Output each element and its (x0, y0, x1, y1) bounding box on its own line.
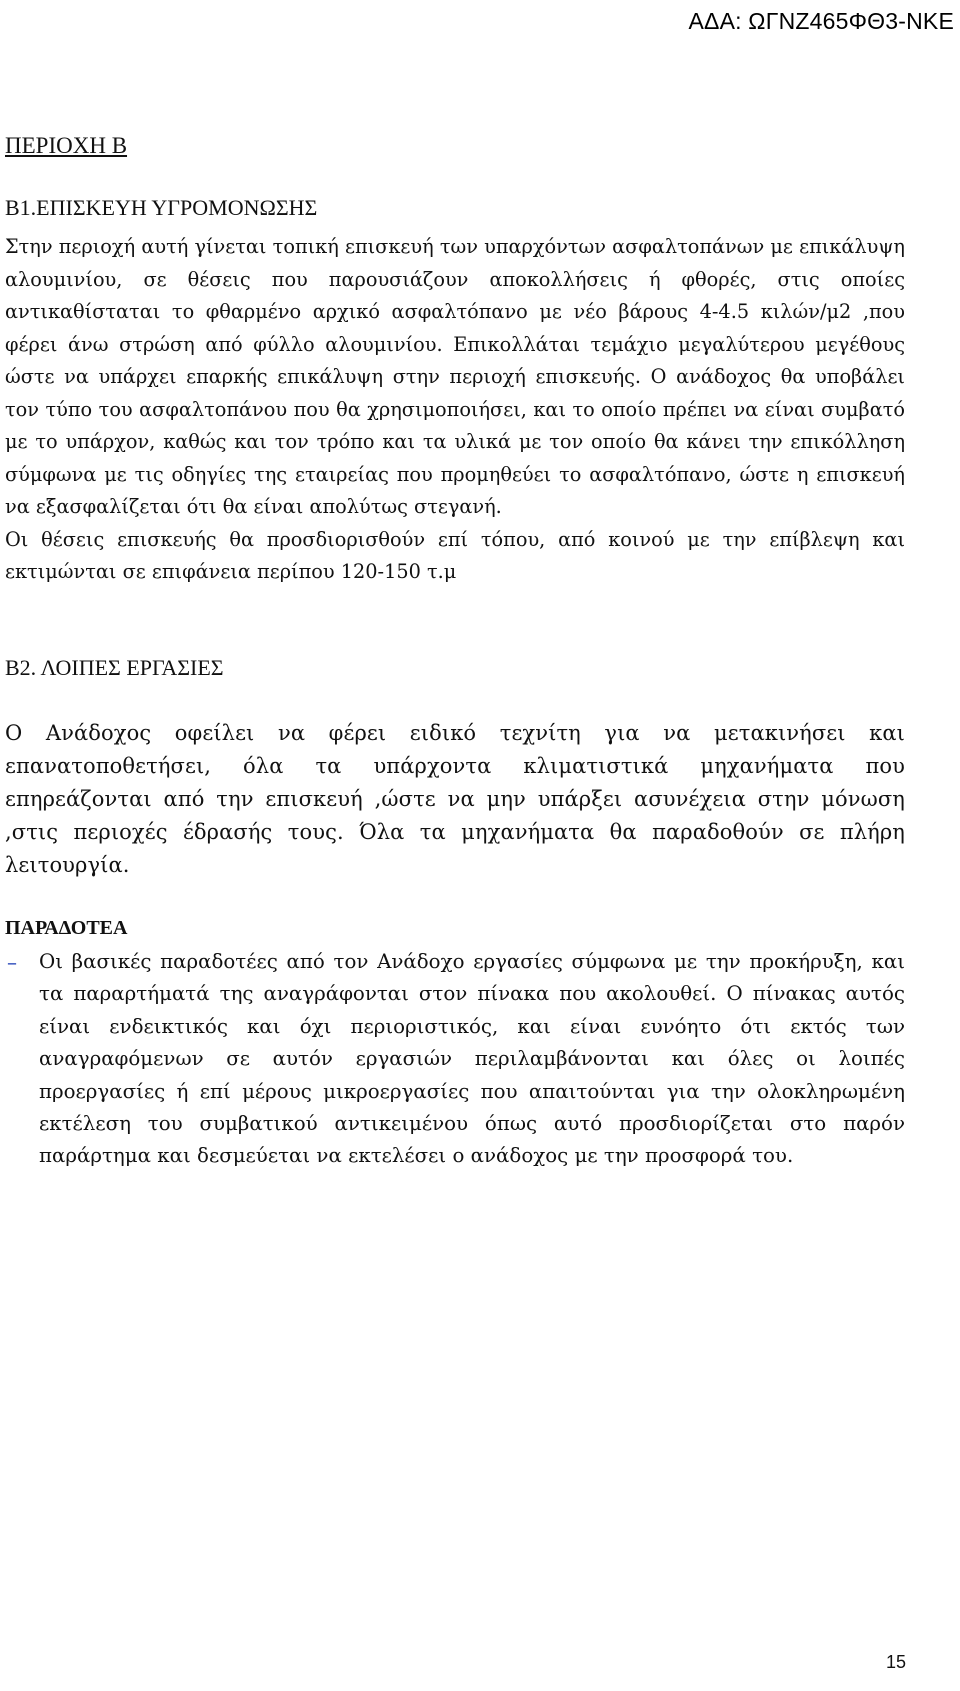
ada-identifier: ΑΔΑ: ΩΓΝΖ465ΦΘ3-ΝΚΕ (688, 8, 954, 34)
deliverables-text: Οι βασικές παραδοτέες από τον Ανάδοχο εργασίες σύμφωνα με την προκήρυξη, και τα παραρτήματά της αναγράφονται στον πίνακα που ακολουθεί. Ο πίνακας αυτός είναι ενδεικτικός και όχι περιοριστικός, και είναι ευνόητο ότι εκτός των αναγραφόμενων σε αυτόν εργασιών περιλαμβάνονται και όλες οι λοιπές προεργασίες ή επί μέρους μικροεργασίες που απαιτούνται για την ολοκληρωμένη εκτέλεση του συμβατικού αντικειμένου όπως αυτό προσδιορίζεται στο παρόν παράρτημα και δεσμεύεται να εκτελέσει ο ανάδοχος με την προσφορά του. (39, 950, 905, 1168)
section-title: ΠΕΡΙΟΧΗ Β (5, 133, 128, 158)
b1-text-block (5, 231, 905, 589)
b1-heading: Β1.ΕΠΙΣΚΕΥΗ ΥΓΡΟΜΟΝΩΣΗΣ (5, 195, 318, 220)
dash-bullet-icon: – (7, 950, 17, 974)
b1-paragraph-2: Οι θέσεις επισκευής θα προσδιορισθούν επί τόπου, από κοινού με την επίβλεψη και εκτιμώνται σε επιφάνεια περίπου 120-150 τ.μ (5, 527, 905, 583)
b2-heading: Β2. ΛΟΙΠΕΣ ΕΡΓΑΣΙΕΣ (5, 655, 224, 680)
page-number: 15 (885, 1652, 906, 1672)
b2-paragraph: Ο Ανάδοχος οφείλει να φέρει ειδικό τεχνίτη για να μετακινήσει και επανατοποθετήσει, όλα τα υπάρχοντα κλιματιστικά μηχανήματα που επηρεάζονται από την επισκευή ,ώστε να μην υπάρξει ασυνέχεια στην μόνωση ,στις περιοχές έδρασής τους. Όλα τα μηχανήματα θα παραδοθούν σε πλήρη λειτουργία. (5, 721, 905, 877)
deliverables-heading: ΠΑΡΑΔΟΤΕΑ (5, 917, 128, 939)
deliverables-list-item (5, 946, 905, 1173)
b1-paragraph-1: Στην περιοχή αυτή γίνεται τοπική επισκευή των υπαρχόντων ασφαλτοπάνων με επικάλυψη αλουμινίου, σε θέσεις που παρουσιάζουν αποκολλήσεις ή φθορές, στις οποίες αντικαθίσταται το φθαρμένο αρχικό ασφαλτόπανο με νέο βάρους 4-4.5 κιλών/μ2 ,που φέρει άνω στρώση από φύλλο αλουμινίου. Επικολλάται τεμάχιο μεγαλύτερου μεγέθους ώστε να υπάρχει επαρκής επικάλυψη στην περιοχή επισκευής. Ο ανάδοχος θα υποβάλει τον τύπο του ασφαλτοπάνου που θα χρησιμοποιήσει, και το οποίο πρέπει να είναι συμβατό με το υπάρχον, καθώς και τον τρόπο και τα υλικά με τον οποίο θα κάνει την επικόλληση σύμφωνα με τις οδηγίες της εταιρείας που προμηθεύει το ασφαλτόπανο, ώστε η επισκευή να εξασφαλίζεται ότι θα είναι απολύτως στεγανή. (5, 235, 905, 518)
